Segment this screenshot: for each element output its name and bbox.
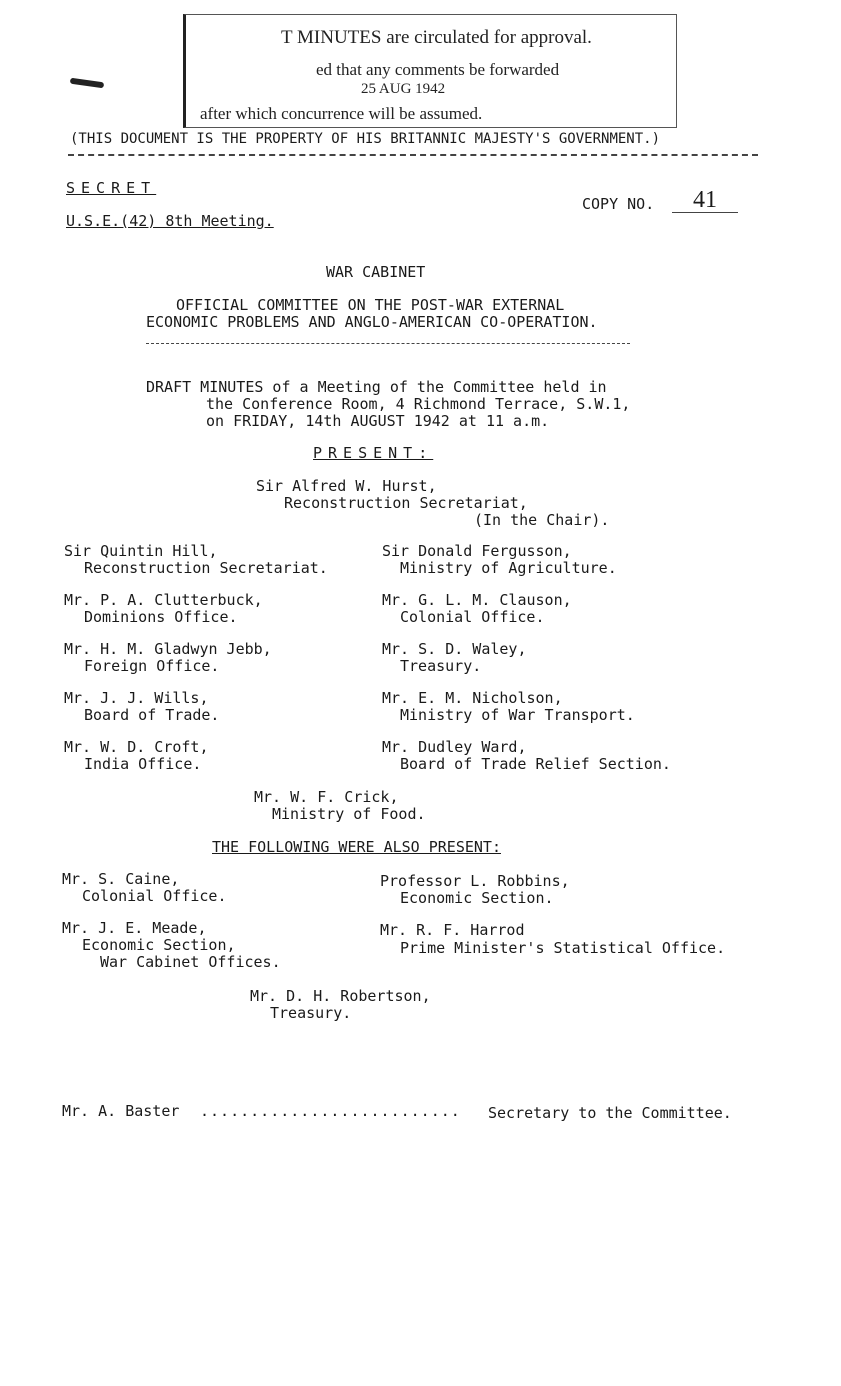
attendee-org: Prime Minister's Statistical Office. <box>400 939 726 957</box>
member-name: Sir Donald Fergusson, <box>382 542 572 560</box>
intro-line-1: DRAFT MINUTES of a Meeting of the Committee held in <box>146 378 607 396</box>
chair-org: Reconstruction Secretariat, <box>284 494 528 512</box>
member-name: Mr. S. D. Waley, <box>382 640 527 658</box>
attendee-org-2: War Cabinet Offices. <box>100 953 281 971</box>
stamp-line-1: T MINUTES are circulated for approval. <box>281 27 592 48</box>
member-org: Board of Trade Relief Section. <box>400 755 671 773</box>
member-org: India Office. <box>84 755 202 773</box>
copy-label: COPY NO. <box>582 195 655 213</box>
attendee-name: Professor L. Robbins, <box>380 872 570 890</box>
member-name: Mr. W. F. Crick, <box>254 788 399 806</box>
member-org: Reconstruction Secretariat. <box>84 559 328 577</box>
attendee-name: Mr. D. H. Robertson, <box>250 987 431 1005</box>
member-org: Ministry of Agriculture. <box>400 559 617 577</box>
member-org: Colonial Office. <box>400 608 545 626</box>
member-name: Mr. H. M. Gladwyn Jebb, <box>64 640 272 658</box>
heading-committee-line-1: OFFICIAL COMMITTEE ON THE POST-WAR EXTERNAL <box>176 296 565 314</box>
attendee-name: Mr. J. E. Meade, <box>62 919 207 937</box>
member-org: Foreign Office. <box>84 657 220 675</box>
attendee-name: Mr. S. Caine, <box>62 870 180 888</box>
chair-role: (In the Chair). <box>474 511 610 529</box>
intro-line-3: on FRIDAY, 14th AUGUST 1942 at 11 a.m. <box>206 412 550 430</box>
attendee-org: Colonial Office. <box>82 887 227 905</box>
stamp-line-2: ed that any comments be forwarded <box>316 60 560 79</box>
member-name: Mr. J. J. Wills, <box>64 689 209 707</box>
member-name: Mr. G. L. M. Clauson, <box>382 591 572 609</box>
secretary-name: Mr. A. Baster <box>62 1102 180 1120</box>
member-org: Dominions Office. <box>84 608 238 626</box>
divider-top <box>68 154 758 156</box>
secretary-leader: .......................... <box>200 1102 461 1120</box>
heading-committee-line-2: ECONOMIC PROBLEMS AND ANGLO-AMERICAN CO-OPERATION. <box>146 313 598 331</box>
secretary-role: Secretary to the Committee. <box>488 1104 732 1122</box>
heading-rule <box>146 343 630 344</box>
intro-line-2: the Conference Room, 4 Richmond Terrace, S.W.1, <box>206 395 631 413</box>
attendee-org: Economic Section. <box>400 889 554 907</box>
member-name: Sir Quintin Hill, <box>64 542 218 560</box>
stamp-line-4: after which concurrence will be assumed. <box>200 104 483 123</box>
present-heading: PRESENT: <box>313 444 434 462</box>
member-name: Mr. P. A. Clutterbuck, <box>64 591 263 609</box>
meeting-reference: U.S.E.(42) 8th Meeting. <box>66 212 274 230</box>
chair-name: Sir Alfred W. Hurst, <box>256 477 437 495</box>
member-name: Mr. W. D. Croft, <box>64 738 209 756</box>
approval-stamp <box>183 14 677 128</box>
heading-war-cabinet: WAR CABINET <box>326 263 426 281</box>
member-org: Board of Trade. <box>84 706 220 724</box>
stamp-date: 25 AUG 1942 <box>361 81 446 97</box>
member-name: Mr. E. M. Nicholson, <box>382 689 563 707</box>
member-org: Ministry of War Transport. <box>400 706 635 724</box>
member-name: Mr. Dudley Ward, <box>382 738 527 756</box>
pen-mark <box>70 78 105 89</box>
attendee-name: Mr. R. F. Harrod <box>380 921 525 939</box>
copy-number: 41 <box>672 188 738 213</box>
member-org: Treasury. <box>400 657 482 675</box>
also-present-heading: THE FOLLOWING WERE ALSO PRESENT: <box>212 838 501 856</box>
attendee-org: Economic Section, <box>82 936 236 954</box>
classification: SECRET <box>66 179 157 197</box>
member-org: Ministry of Food. <box>272 805 426 823</box>
property-notice: (THIS DOCUMENT IS THE PROPERTY OF HIS BRITANNIC MAJESTY'S GOVERNMENT.) <box>70 131 661 147</box>
attendee-org: Treasury. <box>270 1004 352 1022</box>
